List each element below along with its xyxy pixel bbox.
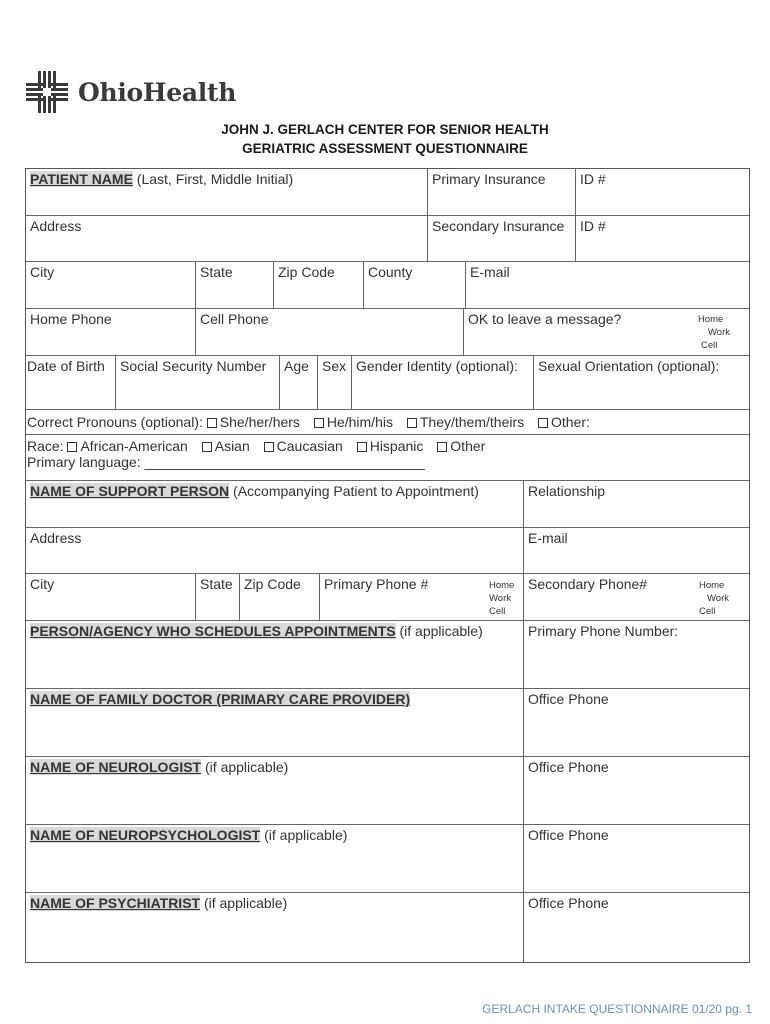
- age-field[interactable]: Age: [280, 356, 318, 410]
- checkbox-icon[interactable]: [264, 442, 274, 452]
- family-doctor-field[interactable]: [26, 689, 524, 757]
- checkbox-icon[interactable]: [207, 418, 217, 428]
- scheduler-hint: (if applicable): [395, 623, 483, 639]
- support-primary-phone-type-cell: Cell: [489, 606, 506, 617]
- pronouns-row: [26, 410, 749, 435]
- family-doctor-office-phone-field[interactable]: Office Phone: [524, 689, 749, 757]
- support-secondary-phone-type-cell: Cell: [699, 606, 716, 617]
- support-state-field[interactable]: State: [196, 574, 240, 621]
- race-option-african-american[interactable]: African-American: [67, 438, 187, 454]
- support-primary-phone-type-work: Work: [489, 593, 511, 604]
- checkbox-icon[interactable]: [437, 442, 447, 452]
- sexual-orientation-field[interactable]: Sexual Orientation (optional):: [534, 356, 749, 410]
- pronoun-option-she[interactable]: She/her/hers: [207, 414, 300, 430]
- support-person-name-field[interactable]: [26, 481, 524, 528]
- pronoun-option-he[interactable]: He/him/his: [314, 414, 393, 430]
- support-email-field[interactable]: E-mail: [524, 528, 749, 574]
- psychiatrist-field[interactable]: [26, 893, 524, 962]
- neurologist-hint: (if applicable): [201, 759, 289, 775]
- secondary-insurance-id-field[interactable]: ID #: [576, 216, 749, 262]
- ohiohealth-logo-icon: [24, 69, 70, 115]
- page-footer: GERLACH INTAKE QUESTIONNAIRE 01/20 pg. 1: [482, 1002, 752, 1016]
- questionnaire-form: [25, 168, 750, 963]
- checkbox-icon[interactable]: [538, 418, 548, 428]
- pronouns-label: Correct Pronouns (optional):: [27, 414, 203, 430]
- neuropsychologist-office-phone-field[interactable]: Office Phone: [524, 825, 749, 893]
- patient-state-field[interactable]: State: [196, 262, 274, 309]
- patient-name-hint: (Last, First, Middle Initial): [132, 171, 294, 187]
- logo-text: OhioHealth: [78, 77, 237, 107]
- patient-name-field[interactable]: [26, 169, 428, 216]
- patient-phone-type-cell: Cell: [701, 340, 718, 351]
- checkbox-icon[interactable]: [67, 442, 77, 452]
- date-of-birth-field[interactable]: Date of Birth: [26, 356, 116, 410]
- cell-phone-field[interactable]: Cell Phone: [196, 309, 464, 356]
- support-zip-field[interactable]: Zip Code: [240, 574, 320, 621]
- gender-identity-field[interactable]: Gender Identity (optional):: [352, 356, 534, 410]
- neurologist-label: NAME OF NEUROLOGIST: [30, 759, 202, 775]
- patient-city-field[interactable]: City: [26, 262, 196, 309]
- neuropsychologist-label: NAME OF NEUROPSYCHOLOGIST: [30, 827, 261, 843]
- ohiohealth-logo: [24, 66, 236, 118]
- patient-zip-field[interactable]: Zip Code: [274, 262, 364, 309]
- patient-name-label: PATIENT NAME: [30, 171, 133, 187]
- pronoun-option-other[interactable]: Other:: [538, 414, 590, 430]
- support-primary-phone-type-home: Home: [489, 580, 515, 591]
- ok-leave-message-label: OK to leave a message?: [468, 311, 622, 327]
- race-option-hispanic[interactable]: Hispanic: [357, 438, 424, 454]
- patient-county-field[interactable]: County: [364, 262, 466, 309]
- document-title: JOHN J. GERLACH CENTER FOR SENIOR HEALTH: [221, 122, 549, 137]
- psychiatrist-label: NAME OF PSYCHIATRIST: [30, 895, 201, 911]
- sex-field[interactable]: Sex: [318, 356, 352, 410]
- primary-insurance-id-field[interactable]: ID #: [576, 169, 749, 216]
- race-language-row: [26, 435, 749, 481]
- pronoun-option-they[interactable]: They/them/theirs: [407, 414, 524, 430]
- race-label: Race:: [27, 438, 64, 454]
- race-option-caucasian[interactable]: Caucasian: [264, 438, 343, 454]
- primary-language-line[interactable]: Primary language: ____________________________________: [27, 454, 425, 470]
- support-person-name-hint: (Accompanying Patient to Appointment): [229, 483, 479, 499]
- race-option-other[interactable]: Other: [437, 438, 485, 454]
- checkbox-icon[interactable]: [314, 418, 324, 428]
- checkbox-icon[interactable]: [202, 442, 212, 452]
- psychiatrist-office-phone-field[interactable]: Office Phone: [528, 895, 609, 911]
- support-person-name-label: NAME OF SUPPORT PERSON: [30, 483, 230, 499]
- checkbox-icon[interactable]: [407, 418, 417, 428]
- document-subtitle: GERIATRIC ASSESSMENT QUESTIONNAIRE: [242, 141, 528, 156]
- support-primary-phone-field[interactable]: Primary Phone #: [320, 574, 524, 621]
- race-line: [27, 438, 745, 454]
- patient-address-field[interactable]: Address: [26, 216, 428, 262]
- patient-phone-type-home: Home: [698, 314, 724, 325]
- support-secondary-phone-type-home: Home: [699, 580, 725, 591]
- scheduler-name-field[interactable]: [26, 621, 524, 689]
- support-relationship-field[interactable]: Relationship: [524, 481, 749, 528]
- support-city-field[interactable]: City: [26, 574, 196, 621]
- support-address-field[interactable]: Address: [26, 528, 524, 574]
- secondary-insurance-field[interactable]: Secondary Insurance: [428, 216, 576, 262]
- support-secondary-phone-type-work: Work: [707, 593, 729, 604]
- neuropsychologist-hint: (if applicable): [260, 827, 348, 843]
- race-option-asian[interactable]: Asian: [202, 438, 250, 454]
- patient-phone-type-work: Work: [708, 327, 730, 338]
- family-doctor-label: NAME OF FAMILY DOCTOR (PRIMARY CARE PROVIDER): [30, 691, 411, 707]
- checkbox-icon[interactable]: [357, 442, 367, 452]
- scheduler-label: PERSON/AGENCY WHO SCHEDULES APPOINTMENTS: [30, 623, 396, 639]
- scheduler-phone-field[interactable]: Primary Phone Number:: [524, 621, 749, 689]
- neurologist-field[interactable]: [26, 757, 524, 825]
- neuropsychologist-field[interactable]: [26, 825, 524, 893]
- primary-insurance-field[interactable]: Primary Insurance: [428, 169, 576, 216]
- psychiatrist-hint: (if applicable): [200, 895, 288, 911]
- ssn-field[interactable]: Social Security Number: [116, 356, 280, 410]
- patient-email-field[interactable]: E-mail: [466, 262, 749, 309]
- home-phone-field[interactable]: Home Phone: [26, 309, 196, 356]
- neurologist-office-phone-field[interactable]: Office Phone: [524, 757, 749, 825]
- support-secondary-phone-field[interactable]: Secondary Phone#: [524, 574, 749, 621]
